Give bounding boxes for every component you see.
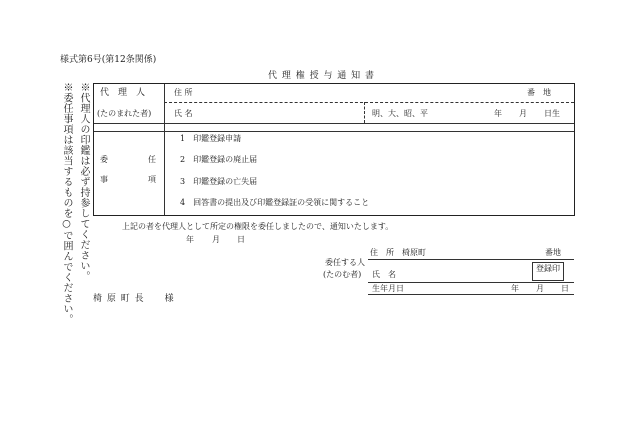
delegator-banchi-label: 番地 [545,248,561,257]
agent-birth-day-label: 日生 [544,109,560,118]
delegator-birth-underline [368,294,574,295]
agent-sublabel: (たのまれた者) [97,109,152,118]
delegator-birth-day-label: 日 [561,284,569,293]
agent-birth-year-label: 年 [494,109,502,118]
document-title: 代 理 権 授 与 通 知 書 [268,71,376,81]
delegator-name-label: 氏 名 [372,270,396,279]
delegator-birth-year-label: 年 [511,284,519,293]
delegation-label-d: 項 [148,175,156,184]
delegator-birth-label: 生年月日 [372,284,404,293]
delegation-item: 4 回答書の提出及び印鑑登録証の受領に関すること [180,198,370,207]
delegation-label-c: 事 [100,175,108,184]
delegation-item: 2 印鑑登録の廃止届 [180,155,258,164]
delegation-item: 3 印鑑登録の亡失届 [180,177,258,186]
date-year-label: 年 [186,235,194,244]
addressee: 椅 原 町 長 様 [93,294,175,304]
side-note-circle: ※委任事項は該当するものを○で囲んでください。 [61,82,72,325]
date-day-label: 日 [237,235,245,244]
agent-delegation-table [93,83,575,216]
delegator-birth-month-label: 月 [536,284,544,293]
delegator-label: 委任する人 [325,258,365,267]
delegation-item: 1 印鑑登録申請 [180,134,242,143]
delegator-name-underline [368,282,574,283]
form-number: 様式第6号(第12条関係) [60,55,157,65]
registered-seal-box [532,262,564,281]
delegation-label-a: 委 [100,155,108,164]
agent-era-options: 明、大、昭、平 [372,109,428,118]
delegation-label-b: 任 [148,155,156,164]
delegator-address-label: 住 所 椅原町 [370,248,426,257]
statement-text: 上記の者を代理人として所定の権限を委任しましたので、通知いたします。 [122,222,394,231]
agent-birth-month-label: 月 [519,109,527,118]
side-note-seal: ※代理人の印鑑は必ず持参してください。 [78,82,89,282]
delegator-sublabel: (たのむ者) [323,270,362,279]
agent-banchi-label: 番 地 [527,88,551,97]
registered-seal-label: 登録印 [536,264,560,273]
delegator-address-underline [368,259,574,260]
agent-label: 代 理 人 [100,88,146,98]
agent-name-label: 氏 名 [174,109,193,118]
date-month-label: 月 [212,235,220,244]
agent-address-label: 住 所 [174,88,193,97]
